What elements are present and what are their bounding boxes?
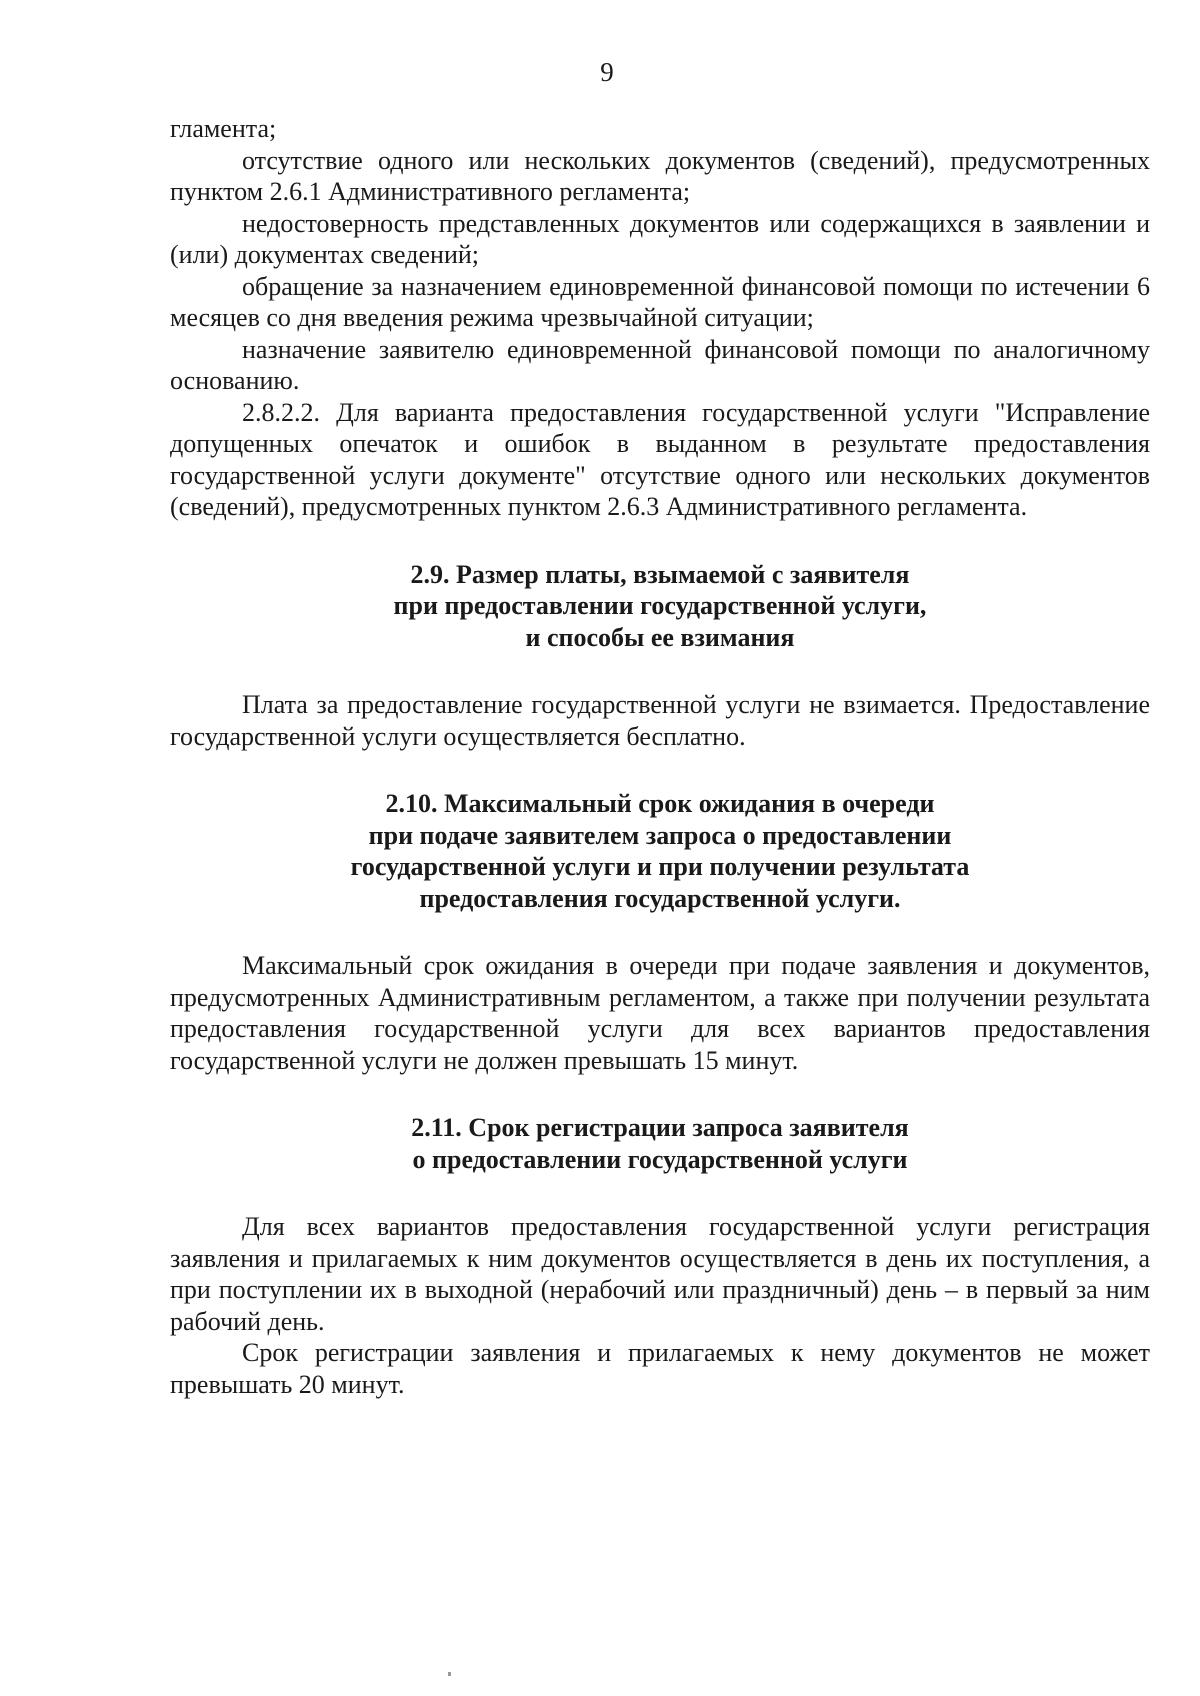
heading-line: и способы ее взимания <box>525 622 795 652</box>
section-heading-2-11 <box>170 1112 1150 1175</box>
heading-line: 2.10. Максимальный срок ожидания в очереди <box>385 789 935 818</box>
page-number: 9 <box>600 57 614 87</box>
paragraph-continuation: гламента; <box>170 114 277 143</box>
section-2-10-body: Максимальный срок ожидания в очереди при подаче заявления и документов, предусмотренных Административным регламентом, а также при получении результата предоставления государственной услуги для всех вариантов предоставления государственной услуги не должен превышать 15 минут. <box>170 951 1150 1075</box>
heading-line: государственной услуги и при получении результата <box>350 852 970 881</box>
heading-line: 2.9. Размер платы, взымаемой с заявителя <box>410 559 910 589</box>
scan-speck <box>448 1672 451 1676</box>
section-2-11-body-2: Срок регистрации заявления и прилагаемых к нему документов не может превышать 20 минут. <box>170 1338 1150 1399</box>
heading-line: о предоставлении государственной услуги <box>412 1144 908 1174</box>
section-2-9-body: Плата за предоставление государственной услуги не взимается. Предоставление государственной услуги осуществляется бесплатно. <box>170 690 1150 751</box>
list-paragraph: отсутствие одного или нескольких документов (сведений), предусмотренных пунктом 2.6.1 Административного регламента; <box>170 145 1150 206</box>
heading-line: при предоставлении государственной услуги, <box>393 591 927 620</box>
clause-2-8-2-2: 2.8.2.2. Для варианта предоставления государственной услуги "Исправление допущенных опечаток и ошибок в выданном в результате предоставления государственной услуги документе" отсутствие одного или нескольких документов (сведений), предусмотренных пунктом 2.6.3 Административного регламента. <box>170 397 1150 521</box>
heading-line: при подаче заявителем запроса о предоставлении <box>368 820 952 850</box>
list-paragraph: обращение за назначением единовременной финансовой помощи по истечении 6 месяцев со дня введения режима чрезвычайной ситуации; <box>170 271 1150 332</box>
heading-line: предоставления государственной услуги. <box>419 883 901 913</box>
list-paragraph: недостоверность представленных документов или содержащихся в заявлении и (или) документах сведений; <box>170 208 1150 269</box>
section-heading-2-9 <box>170 559 1150 654</box>
heading-line: 2.11. Срок регистрации запроса заявителя <box>411 1113 909 1142</box>
document-body <box>170 113 1150 1400</box>
section-2-11-body-1: Для всех вариантов предоставления государственной услуги регистрация заявления и прилагаемых к ним документов осуществляется в день их поступления, а при поступлении их в выходной (нерабочий или праздничный) день – в первый за ним рабочий день. <box>170 1212 1150 1336</box>
section-heading-2-10 <box>170 788 1150 914</box>
list-paragraph: назначение заявителю единовременной финансовой помощи по аналогичному основанию. <box>170 334 1150 395</box>
